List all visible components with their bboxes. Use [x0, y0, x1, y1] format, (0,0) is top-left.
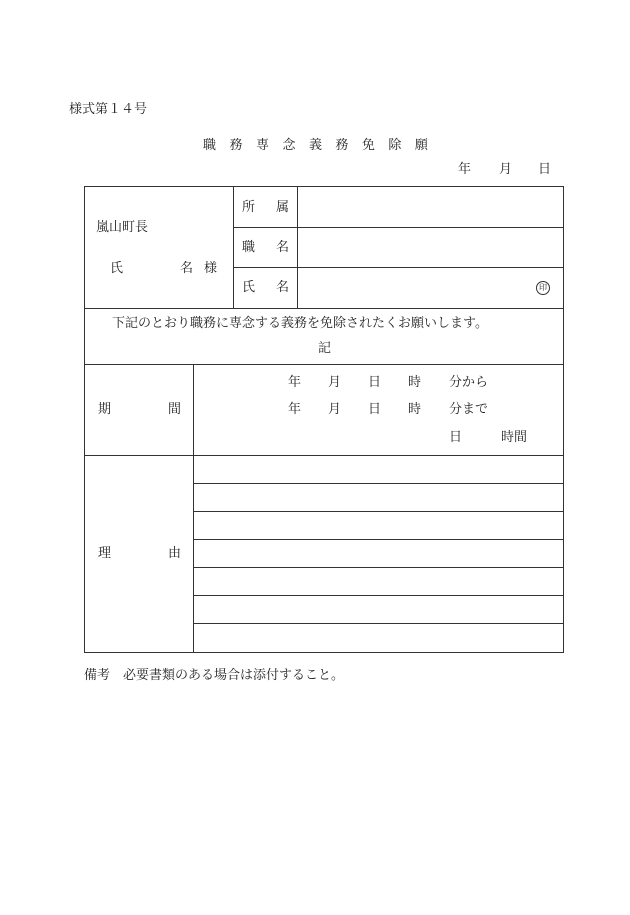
position-field[interactable] — [298, 229, 562, 266]
position-label: 職 名 — [242, 240, 289, 255]
duration-hours: 時間 — [501, 430, 528, 445]
period-from-year: 年 — [288, 375, 302, 390]
period-to-month: 月 — [328, 402, 342, 417]
ki-label: 記 — [318, 341, 332, 356]
reason-line[interactable] — [195, 625, 562, 651]
seal-mark-icon: 印 — [536, 281, 550, 295]
period-to-minute: 分まで — [449, 402, 489, 417]
title-char: 除 — [388, 138, 402, 153]
addressee-title: 嵐山町長 — [96, 220, 149, 235]
title-char: 義 — [308, 138, 322, 153]
affiliation-label: 所 属 — [242, 200, 289, 215]
request-text: 下記のとおり職務に専念する義務を免除されたくお願いします。 — [112, 316, 488, 331]
document-title — [203, 139, 428, 152]
date-month-label: 月 — [499, 162, 513, 177]
title-char: 務 — [229, 138, 243, 153]
reason-line[interactable] — [195, 457, 562, 482]
addressee-honorific: 様 — [204, 261, 218, 276]
period-to-hour: 時 — [408, 402, 422, 417]
title-char: 専 — [255, 138, 269, 153]
duration-days: 日 — [449, 430, 463, 445]
title-char: 念 — [282, 138, 296, 153]
reason-line[interactable] — [195, 485, 562, 510]
period-from-day: 日 — [368, 375, 382, 390]
title-char: 免 — [361, 138, 375, 153]
addressee-name-label-2: 名 — [180, 261, 194, 276]
reason-line[interactable] — [195, 569, 562, 594]
title-char: 願 — [414, 138, 428, 153]
title-char: 務 — [335, 138, 349, 153]
period-from-month: 月 — [328, 375, 342, 390]
name-field[interactable] — [298, 269, 528, 307]
period-from-minute: 分から — [449, 375, 489, 390]
reason-line[interactable] — [195, 597, 562, 622]
reason-line[interactable] — [195, 541, 562, 566]
reason-label: 理 由 — [98, 546, 181, 561]
form-number: 様式第１４号 — [69, 102, 148, 117]
affiliation-field[interactable] — [298, 188, 562, 226]
title-char: 職 — [203, 138, 217, 153]
period-to-year: 年 — [288, 402, 302, 417]
period-label: 期 間 — [98, 402, 181, 417]
date-day-label: 日 — [538, 162, 552, 177]
date-year-label: 年 — [458, 162, 472, 177]
footnote: 備考 必要書類のある場合は添付すること。 — [84, 668, 345, 683]
addressee-name-label-1: 氏 — [110, 261, 124, 276]
name-label: 氏 名 — [242, 280, 289, 295]
period-from-hour: 時 — [408, 375, 422, 390]
period-to-day: 日 — [368, 402, 382, 417]
reason-line[interactable] — [195, 513, 562, 538]
